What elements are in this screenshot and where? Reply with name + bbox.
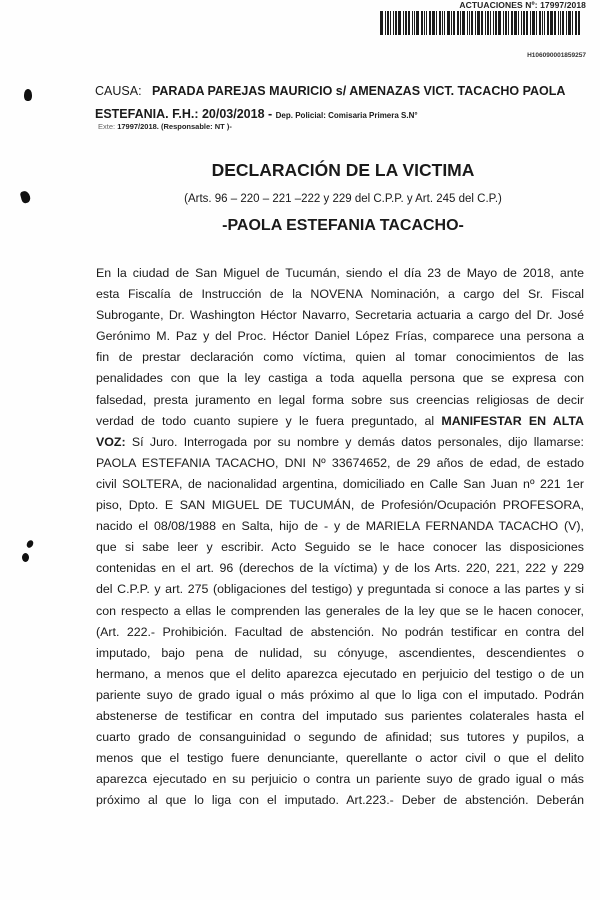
barcode-bar — [550, 11, 553, 35]
body-line — [96, 326, 584, 347]
barcode-bar — [536, 11, 537, 35]
bold-text: VOZ: — [96, 434, 126, 449]
barcode-bar — [380, 11, 383, 35]
body-text: Gerónimo M. Paz y del Proc. Héctor Daniel López Frías, comparece una persona a — [96, 329, 584, 344]
barcode-bar — [451, 11, 452, 35]
barcode-bar — [453, 11, 455, 35]
expediente-label: Exte: — [98, 122, 116, 131]
body-line — [96, 347, 584, 368]
body-line — [96, 601, 584, 622]
barcode-bar — [566, 11, 567, 35]
body-text: imputado, bajo pena de nulidad, su cónyuge, ascendientes, descendientes o — [96, 645, 584, 660]
body-text: menos que el testigo fuere denunciante, querellante o actor civil o que el delito — [96, 751, 584, 766]
body-line — [96, 706, 584, 727]
body-text: nacido el 08/08/1988 en Salta, hijo de - y de MARIELA FERNANDA TACACHO (V), — [96, 519, 584, 534]
barcode-bar — [530, 11, 531, 35]
body-text: penalidades con que la ley castiga a toda aquella persona que se expresa con — [96, 371, 584, 386]
body-line — [96, 622, 584, 643]
body-line — [96, 263, 584, 284]
body-text: próximo al que lo liga con el imputado. Art.223.- Deber de abstención. Deberán — [96, 793, 584, 808]
expediente — [98, 122, 232, 131]
body-line — [96, 685, 584, 706]
barcode-bar — [471, 11, 473, 35]
body-line — [96, 727, 584, 748]
case-line-1 — [95, 80, 585, 103]
body-text: con respecto a ellas le comprenden las generales de la ley que se le hacen conocer, — [96, 603, 584, 618]
barcode-bar — [444, 11, 445, 35]
barcode-bar — [421, 11, 423, 35]
barcode-bar — [436, 11, 437, 35]
body-text: cuarto grado de consanguinidad o segundo de afinidad; sus tutores y pupilos, a — [96, 730, 584, 745]
document-title: DECLARACIÓN DE LA VICTIMA — [211, 160, 475, 180]
barcode-bar — [403, 11, 404, 35]
barcode-bar — [408, 11, 410, 35]
body-line — [96, 748, 584, 769]
body-line — [96, 432, 584, 453]
barcode-bar — [469, 11, 470, 35]
barcode-bar — [398, 11, 401, 35]
barcode-bar — [393, 11, 394, 35]
body-line — [96, 664, 584, 685]
barcode-bar — [547, 11, 549, 35]
body-line — [96, 537, 584, 558]
barcode-bar — [447, 11, 450, 35]
barcode-bar — [405, 11, 407, 35]
barcode-bar — [385, 11, 386, 35]
body-line — [96, 474, 584, 495]
body-line — [96, 284, 584, 305]
actuaciones-number: ACTUACIONES Nº: 17997/2018 — [459, 0, 586, 10]
legal-articles: (Arts. 96 – 220 – 221 –222 y 229 del C.P.P. y Art. 245 del C.P.) — [184, 193, 502, 205]
barcode-bar — [462, 11, 465, 35]
barcode-bar — [426, 11, 427, 35]
barcode-bar — [505, 11, 507, 35]
barcode-bar — [532, 11, 535, 35]
barcode-bar — [495, 11, 497, 35]
barcode-bar — [578, 11, 580, 35]
barcode-bar — [526, 11, 528, 35]
barcode-bar — [539, 11, 541, 35]
barcode-id: H106090001859257 — [527, 52, 586, 59]
barcode-bar — [477, 11, 480, 35]
causa-label: CAUSA: — [95, 84, 142, 98]
causa-victim-fh: ESTEFANIA. F.H.: — [95, 107, 199, 121]
barcode-bar — [414, 11, 415, 35]
body-text: contenidas en el art. 96 (derechos de la víctima) y de los Arts. 220, 221, 222 y 229 — [96, 561, 584, 576]
barcode-bar — [554, 11, 556, 35]
barcode-bar — [514, 11, 517, 35]
body-line — [96, 558, 584, 579]
case-header — [95, 80, 585, 127]
punch-mark-lower-a — [25, 539, 34, 549]
barcode-bar — [558, 11, 559, 35]
barcode-bar — [481, 11, 483, 35]
body-line — [96, 390, 584, 411]
barcode-bar — [503, 11, 504, 35]
declaration-body — [96, 263, 584, 811]
barcode-bar — [542, 11, 543, 35]
barcode-bar — [498, 11, 501, 35]
body-text: abstenerse de testificar en contra del imputado sus parientes colaterales hasta el — [96, 708, 584, 723]
body-text: hermano, a menos que el delito aparezca ejecutado en perjuicio del testigo o de un — [96, 666, 584, 681]
barcode-bar — [416, 11, 419, 35]
body-text: del C.P.P. y art. 275 (obligaciones del testigo) y preguntada si conoce a las partes y si — [96, 582, 584, 597]
body-line — [96, 643, 584, 664]
body-text: piso, Dpto. E SAN MIGUEL DE TUCUMÁN, de Profesión/Ocupación PROFESORA, — [96, 498, 584, 513]
body-line — [96, 579, 584, 600]
barcode-bar — [475, 11, 476, 35]
barcode-bar — [424, 11, 425, 35]
body-line — [96, 790, 584, 811]
barcode-bar — [572, 11, 573, 35]
body-line — [96, 411, 584, 432]
police-department: Dep. Policial: Comisaria Primera S.N° — [275, 111, 418, 120]
victim-name: -PAOLA ESTEFANIA TACACHO- — [222, 217, 464, 234]
body-text: esta Fiscalía de Instrucción de la NOVENA Nominación, a cargo del Sr. Fiscal — [96, 287, 584, 302]
barcode — [380, 11, 582, 35]
barcode-bar — [485, 11, 486, 35]
barcode-bar — [467, 11, 468, 35]
causa-date: 20/03/2018 - — [201, 107, 273, 121]
barcode-bar — [395, 11, 397, 35]
barcode-bar — [518, 11, 519, 35]
barcode-bar — [390, 11, 391, 35]
barcode-bar — [460, 11, 461, 35]
punch-mark-lower-b — [22, 553, 29, 562]
barcode-bar — [575, 11, 577, 35]
body-text: fin de prestar declaración como víctima, quien al tomar conocimientos de las — [96, 350, 584, 365]
body-line — [96, 769, 584, 790]
body-text: (Art. 222.- Prohibición. Facultad de abstención. No podrán testificar en contra del — [96, 624, 584, 639]
expediente-value: 17997/2018. (Responsable: NT )- — [117, 122, 232, 131]
barcode-bar — [457, 11, 459, 35]
barcode-bar — [511, 11, 513, 35]
barcode-bar — [508, 11, 509, 35]
body-text: verdad de todo cuanto supiere y le fuera preguntado, al — [96, 413, 442, 428]
body-text: aparezca ejecutado en su perjuicio o contra un pariente suyo de grado igual o más — [96, 772, 584, 787]
body-line — [96, 368, 584, 389]
barcode-bar — [442, 11, 443, 35]
barcode-bar — [429, 11, 431, 35]
body-line — [96, 305, 584, 326]
barcode-bar — [493, 11, 494, 35]
body-text: Sí Juro. Interrogada por su nombre y demás datos personales, dijo llamarse: — [125, 434, 584, 449]
barcode-bar — [544, 11, 545, 35]
body-line — [96, 495, 584, 516]
barcode-bar — [412, 11, 413, 35]
body-text: civil SOLTERA, de nacionalidad argentina, domiciliado en Calle San Juan nº 221 1er — [96, 476, 584, 491]
barcode-bar — [439, 11, 441, 35]
causa-parties: PARADA PAREJAS MAURICIO s/ AMENAZAS VICT. TACACHO PAOLA — [151, 84, 566, 98]
barcode-bar — [523, 11, 525, 35]
barcode-bar — [560, 11, 561, 35]
body-text: pariente suyo de grado igual o más próximo al que lo liga con el imputado. Podrán — [96, 687, 584, 702]
body-text: falsedad, presta juramento en legal forma sobre sus creencias religiosas de decir — [96, 392, 584, 407]
barcode-bar — [562, 11, 564, 35]
body-line — [96, 516, 584, 537]
barcode-bar — [432, 11, 435, 35]
barcode-bar — [521, 11, 522, 35]
body-text: Subrogante, Dr. Washington Héctor Navarro, Secretaria actuaria a cargo del Dr. José — [96, 308, 584, 323]
body-text: PAOLA ESTEFANIA TACACHO, DNI Nº 33674652, de 29 años de edad, de estado — [96, 455, 584, 470]
body-text: que si sabe leer y escribir. Acto Seguido se le hace conocer las disposiciones — [96, 540, 584, 555]
body-line — [96, 453, 584, 474]
body-text: En la ciudad de San Miguel de Tucumán, siendo el día 23 de Mayo de 2018, ante — [96, 266, 584, 280]
punch-mark-top — [24, 89, 32, 101]
bold-text: MANIFESTAR EN ALTA — [441, 413, 584, 428]
barcode-bar — [387, 11, 389, 35]
barcode-bar — [568, 11, 571, 35]
barcode-bar — [490, 11, 491, 35]
barcode-bar — [487, 11, 489, 35]
